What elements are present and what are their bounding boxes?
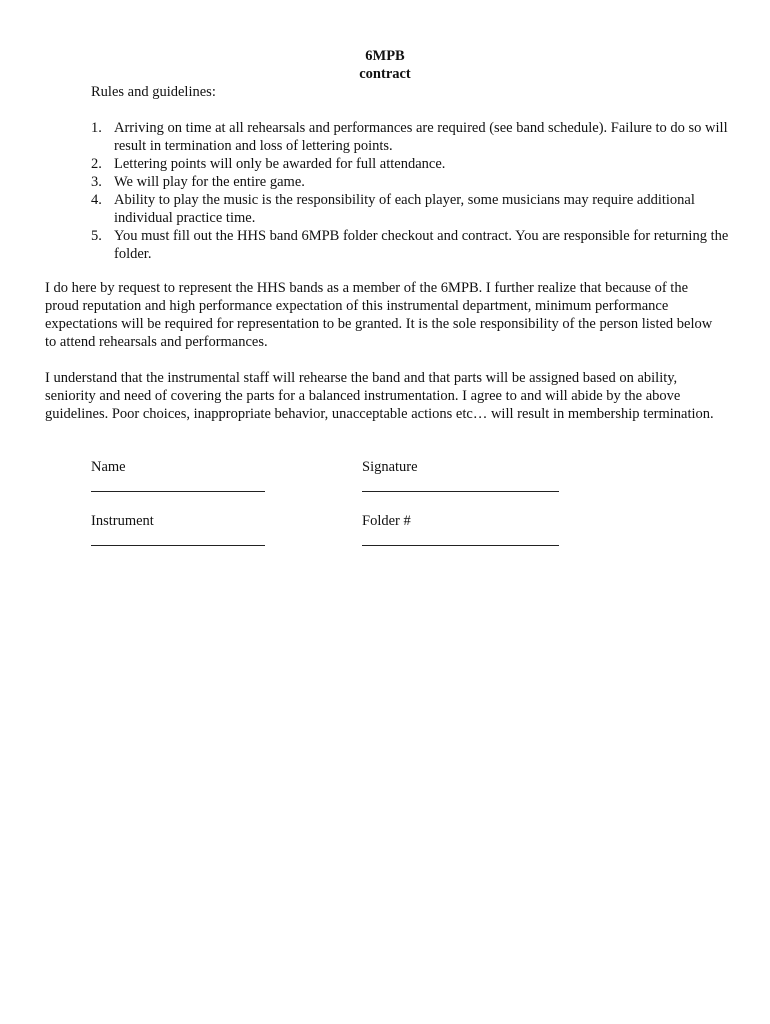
rule-text: Lettering points will only be awarded for full attendance. [114, 156, 446, 172]
understanding-paragraph: I understand that the instrumental staff will rehearse the band and that parts will be assigned based on ability, seniority and need of covering the parts for a balanced instrumentation. I agree to and will abide by the above guidelines. Poor choices, inappropriate behavior, unacceptable actions etc… will result in membership termination. [45, 370, 714, 422]
signature-line[interactable] [362, 491, 559, 492]
rule-text: Ability to play the music is the responsibility of each player, some musicians may require additional individual practice time. [114, 192, 695, 226]
instrument-field [91, 512, 154, 530]
rule-number: 4. [91, 192, 102, 208]
rule-item [91, 119, 731, 155]
document-title: 6MPB [365, 48, 405, 64]
document-title-block [0, 47, 770, 83]
rules-list [91, 119, 731, 263]
rule-number: 3. [91, 174, 102, 190]
rule-item [91, 227, 731, 263]
signature-label: Signature [362, 459, 418, 475]
rules-heading: Rules and guidelines: [91, 84, 216, 100]
instrument-label: Instrument [91, 513, 154, 529]
rule-number: 5. [91, 228, 102, 244]
rule-item [91, 155, 731, 173]
signature-field [362, 458, 418, 476]
rule-text: We will play for the entire game. [114, 174, 305, 190]
name-signature-line[interactable] [91, 491, 265, 492]
rule-text: You must fill out the HHS band 6MPB folder checkout and contract. You are responsible for returning the folder. [114, 228, 729, 262]
rule-number: 2. [91, 156, 102, 172]
rule-number: 1. [91, 120, 102, 136]
rule-item [91, 173, 731, 191]
document-subtitle: contract [359, 66, 411, 82]
name-label: Name [91, 459, 126, 475]
folder-line[interactable] [362, 545, 559, 546]
rule-item [91, 191, 731, 227]
folder-label: Folder # [362, 513, 411, 529]
rule-text: Arriving on time at all rehearsals and performances are required (see band schedule). Failure to do so will result in termination and loss of lettering points. [114, 120, 728, 154]
request-paragraph: I do here by request to represent the HHS bands as a member of the 6MPB. I further realize that because of the proud reputation and high performance expectation of this instrumental department, minimum performance expectations will be required for representation to be granted. It is the sole responsibility of the person listed below to attend rehearsals and performances. [45, 280, 713, 350]
folder-field [362, 512, 411, 530]
name-field [91, 458, 126, 476]
instrument-line[interactable] [91, 545, 265, 546]
